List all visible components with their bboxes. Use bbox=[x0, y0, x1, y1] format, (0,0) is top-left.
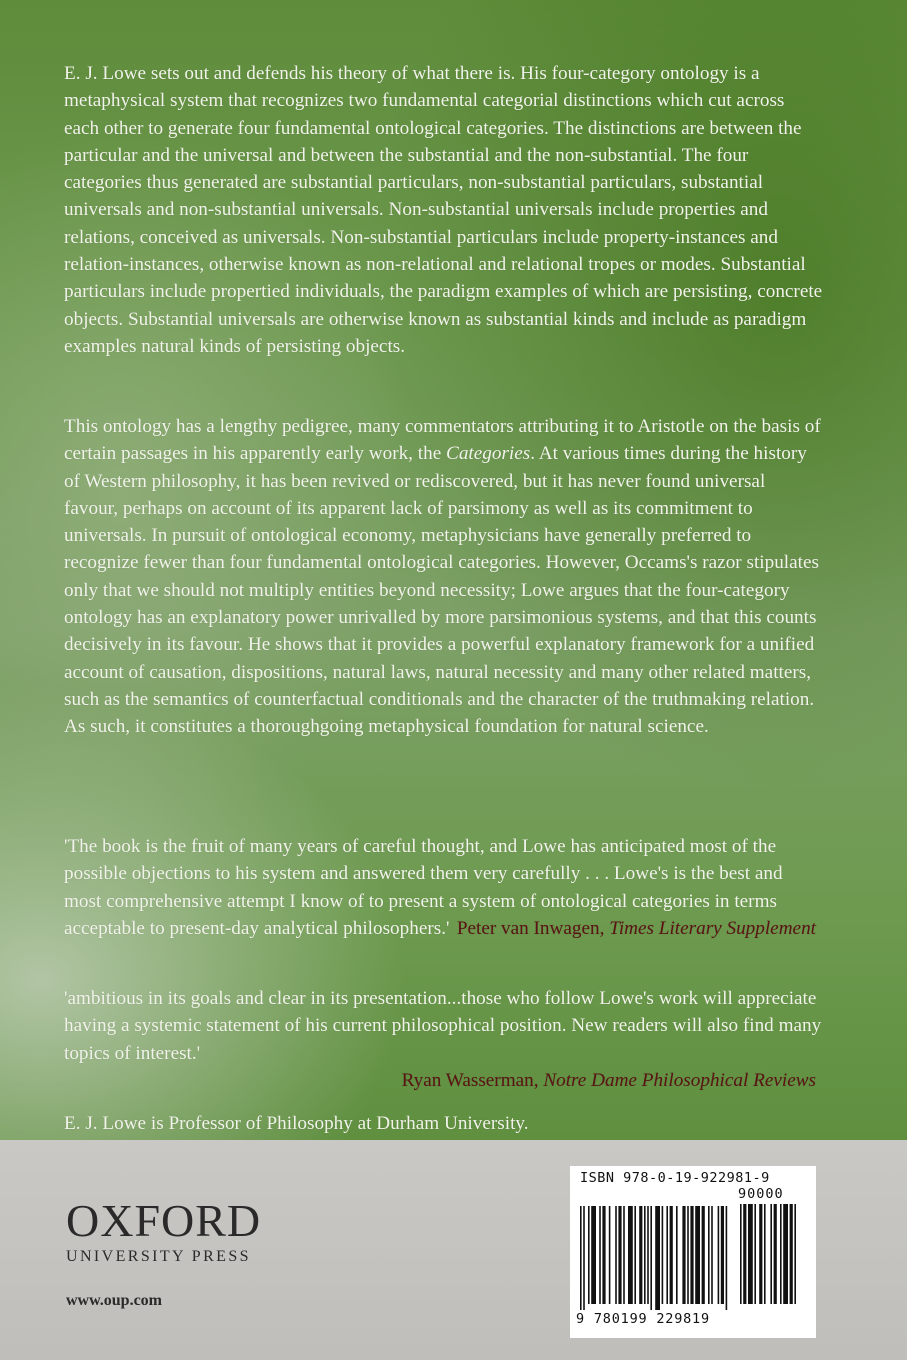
review-2-attribution: Ryan Wasserman, Notre Dame Philosophical Reviews bbox=[401, 1069, 816, 1091]
paragraph-2-body: . At various times during the history of Western philosophy, it has been revived or rediscovered, but it has never found universal favour, perhaps on account of its apparent lack of parsimony as well as its commitment to universals. In pursuit of ontological economy, metaphysicians have generally preferred to recognize fewer than four fundamental ontological categories. However, Occams's razor stipulates only that we should not multiply entities beyond necessity; Lowe argues that the four-category ontology has an explanatory power unrivalled by more parsimonious systems, and that this counts decisively in its favour. He shows that it provides a powerful explanatory framework for a unified account of causation, dispositions, natural laws, natural necessity and many other related matters, such as the semantics of counterfactual conditionals and the character of the truthmaking relation. As such, it constitutes a thoroughgoing metaphysical foundation for natural science. bbox=[64, 443, 819, 738]
publisher-subtitle: UNIVERSITY PRESS bbox=[66, 1248, 251, 1265]
review-1-attribution: Peter van Inwagen, Times Literary Supplement bbox=[456, 918, 816, 940]
publisher-website: www.oup.com bbox=[66, 1292, 163, 1309]
description-paragraph-2 bbox=[64, 413, 824, 741]
paragraph-2-intro: This ontology has a lengthy pedigree, many commentators attributing it to Aristotle on the basis of certain passages in his apparently early work, the bbox=[64, 416, 821, 465]
publisher-name: OXFORD bbox=[66, 1195, 262, 1246]
ean-barcode-bars bbox=[580, 1206, 730, 1310]
addon-barcode-bars bbox=[740, 1204, 806, 1310]
ean-digits: 9 780199 229819 bbox=[576, 1311, 710, 1327]
review-quote-2 bbox=[64, 985, 824, 1094]
isbn-label: ISBN 978-0-19-922981-9 bbox=[580, 1170, 770, 1186]
review-1-publication: Times Literary Supplement bbox=[609, 918, 816, 940]
author-bio: E. J. Lowe is Professor of Philosophy at Durham University. bbox=[64, 1113, 529, 1134]
publisher-logo bbox=[66, 1195, 262, 1266]
price-code: 90000 bbox=[738, 1186, 784, 1202]
barcode bbox=[570, 1166, 816, 1338]
review-2-text: 'ambitious in its goals and clear in its presentation...those who follow Lowe's work will appreciate having a systemic statement of his current philosophical position. New readers will also find many topics of interest.' bbox=[64, 988, 822, 1064]
review-2-publication: Notre Dame Philosophical Reviews bbox=[543, 1069, 816, 1091]
description-paragraph-1: E. J. Lowe sets out and defends his theory of what there is. His four-category ontology is a metaphysical system that recognizes two fundamental categorial distinctions which cut across each other to generate four fundamental ontological categories. The distinctions are between the particular and the universal and between the substantial and the non-substantial. The four categories thus generated are substantial particulars, non-substantial particulars, substantial universals and non-substantial universals. Non-substantial universals include properties and relations, conceived as universals. Non-substantial particulars include property-instances and relation-instances, otherwise known as non-relational and relational tropes or modes. Substantial particulars include propertied individuals, the paradigm examples of which are persisting, concrete objects. Substantial universals are otherwise known as substantial kinds and include as paradigm examples natural kinds of persisting objects. bbox=[64, 63, 823, 357]
book-title-reference: Categories bbox=[446, 443, 531, 465]
review-1-text: 'The book is the fruit of many years of careful thought, and Lowe has anticipated most of the possible objections to his system and answered them very carefully . . . Lowe's is the best and most comprehensive attempt I know of to present a system of ontological categories in terms acceptable to present-day analytical philosophers.' bbox=[64, 836, 783, 939]
review-1-reviewer: Peter van Inwagen bbox=[456, 918, 600, 940]
review-quote-1 bbox=[64, 833, 824, 942]
review-2-reviewer: Ryan Wasserman bbox=[401, 1069, 534, 1091]
